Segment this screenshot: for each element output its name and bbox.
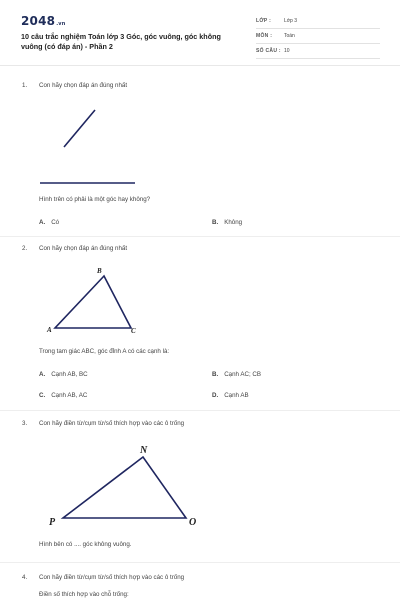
question-2-body: Trong tam giác ABC, góc đỉnh A có các cạnh là:: [39, 348, 170, 355]
question-2-option-c[interactable]: C. Cạnh AB, AC: [39, 392, 88, 399]
question-2-prompt: Con hãy chọn đáp án đúng nhất: [39, 245, 128, 252]
question-2-option-b[interactable]: B. Cạnh AC; CB: [212, 371, 261, 378]
question-3-body: Hình bên có .... góc không vuông.: [39, 541, 132, 548]
meta-grade-key: LỚP :: [256, 18, 272, 24]
question-2-option-a[interactable]: A. Cạnh AB, BC: [39, 371, 88, 378]
question-4-number: 4.: [22, 574, 28, 581]
vertex-p-label: P: [49, 517, 56, 528]
meta-subject-value: Toán: [284, 33, 295, 39]
triangle-npo: [63, 457, 186, 518]
meta-subject-key: MÔN :: [256, 33, 273, 39]
question-separator: [0, 562, 400, 563]
vertex-o-label: O: [189, 517, 197, 528]
logo-text: 2048: [21, 14, 56, 28]
vertex-c-label: C: [131, 327, 136, 335]
vertex-b-label: B: [97, 267, 102, 275]
question-1-body: Hình trên có phải là một góc hay không?: [39, 196, 151, 203]
question-2-option-d[interactable]: D. Cạnh AB: [212, 392, 249, 399]
question-1-number: 1.: [22, 82, 28, 89]
question-1-option-b[interactable]: B. Không: [212, 219, 243, 226]
question-3-prompt: Con hãy điền từ/cụm từ/số thích hợp vào các ô trống: [39, 420, 185, 427]
question-2-number: 2.: [22, 245, 28, 252]
question-1-option-a[interactable]: A. Có: [39, 219, 60, 226]
vertex-n-label: N: [140, 445, 148, 456]
question-4-body: Điền số thích hợp vào chỗ trống:: [39, 591, 129, 598]
meta-grade-value: Lớp 3: [284, 18, 298, 24]
meta-count-value: 10: [284, 48, 290, 54]
page-title: 10 câu trắc nghiệm Toán lớp 3 Góc, góc vuông, góc không vuông (có đáp án) - Phần 2: [21, 32, 221, 51]
question-1-prompt: Con hãy chọn đáp án đúng nhất: [39, 82, 128, 89]
vertex-a-label: A: [47, 326, 52, 334]
meta-count-key: SỐ CÂU :: [256, 48, 281, 54]
question-3-number: 3.: [22, 420, 28, 427]
logo-tld: .vn: [56, 21, 66, 27]
question-4-prompt: Con hãy điền từ/cụm từ/số thích hợp vào các ô trống: [39, 574, 185, 581]
